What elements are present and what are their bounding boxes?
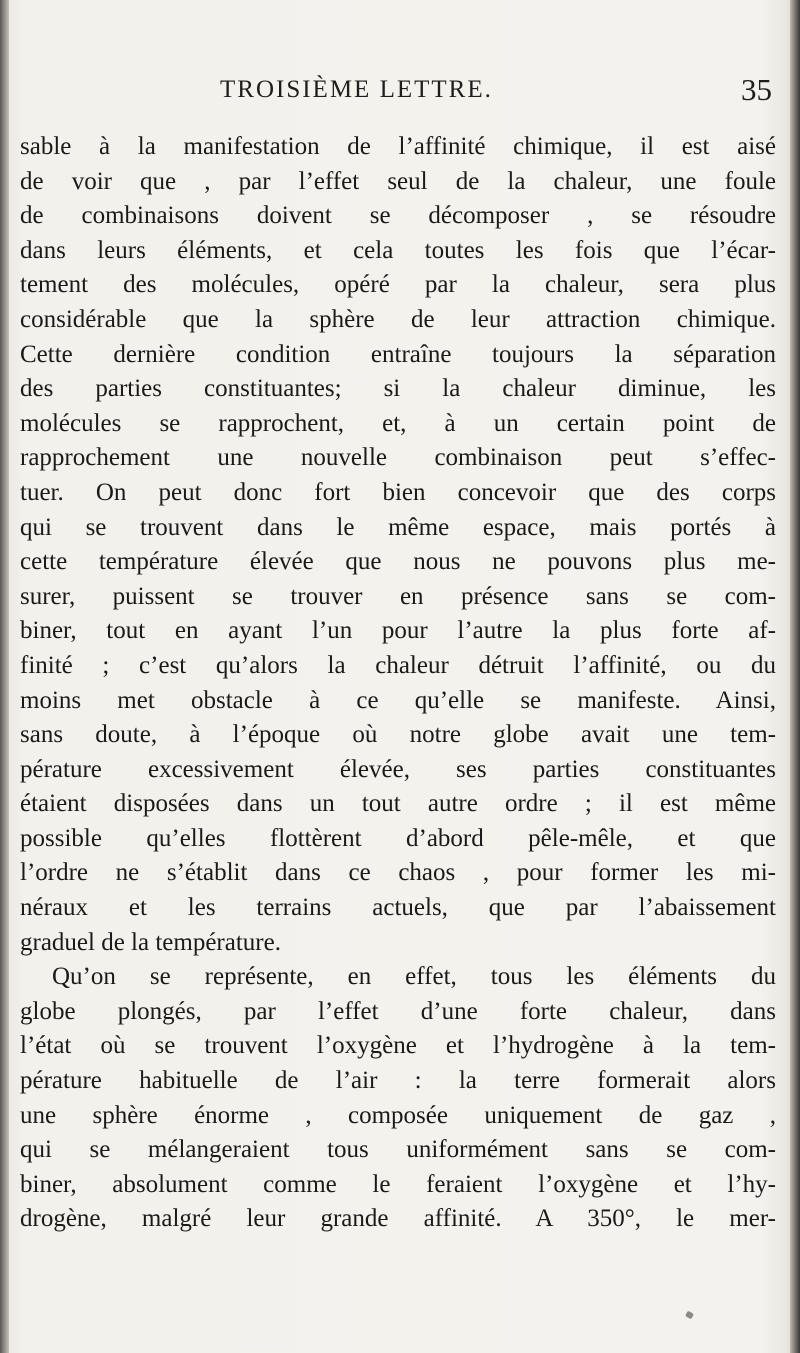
text-line: pérature excessivement élevée, ses parties constituantes bbox=[20, 755, 776, 783]
text-line: tement des molécules, opéré par la chaleur, sera plus bbox=[20, 271, 776, 299]
text-line: rapprochement une nouvelle combinaison peut s’effec- bbox=[20, 444, 776, 472]
text-line: des parties constituantes; si la chaleur diminue, les bbox=[20, 375, 776, 403]
text-line: une sphère énorme , composée uniquement de gaz , bbox=[20, 1101, 776, 1129]
text-line: tuer. On peut donc fort bien concevoir que des corps bbox=[20, 478, 776, 506]
text-line: sable à la manifestation de l’affinité chimique, il est aisé bbox=[20, 133, 776, 160]
text-line: pérature habituelle de l’air : la terre formerait alors bbox=[20, 1067, 776, 1095]
text-line: de combinaisons doivent se décomposer , se résoudre bbox=[20, 202, 776, 230]
page-edge-shadow-right bbox=[790, 0, 800, 1353]
text-line: néraux et les terrains actuels, que par l’abaissement bbox=[20, 894, 776, 922]
text-line: sans doute, à l’époque où notre globe avait une tem- bbox=[20, 721, 776, 749]
body-text bbox=[20, 130, 776, 1237]
text-line-paragraph-end: graduel de la température. bbox=[20, 928, 281, 956]
text-line-paragraph-start: Qu’on se représente, en effet, tous les éléments du bbox=[52, 963, 776, 991]
text-line: globe plongés, par l’effet d’une forte chaleur, dans bbox=[20, 997, 776, 1025]
text-line: cette température élevée que nous ne pouvons plus me- bbox=[20, 548, 776, 576]
text-line: surer, puissent se trouver en présence sans se com- bbox=[20, 582, 776, 610]
ink-speck bbox=[685, 1311, 694, 1320]
text-line: considérable que la sphère de leur attraction chimique. bbox=[20, 305, 776, 333]
running-title: TROISIÈME LETTRE. bbox=[220, 76, 493, 103]
text-line: qui se trouvent dans le même espace, mais portés à bbox=[20, 513, 776, 541]
text-line: moins met obstacle à ce qu’elle se manifeste. Ainsi, bbox=[20, 686, 776, 714]
text-line: qui se mélangeraient tous uniformément sans se com- bbox=[20, 1136, 776, 1164]
text-line: finité ; c’est qu’alors la chaleur détruit l’affinité, ou du bbox=[20, 651, 776, 679]
text-line: possible qu’elles flottèrent d’abord pêle-mêle, et que bbox=[20, 824, 776, 852]
text-line: l’ordre ne s’établit dans ce chaos , pour former les mi- bbox=[20, 859, 776, 887]
text-line: biner, absolument comme le feraient l’oxygène et l’hy- bbox=[20, 1170, 776, 1198]
text-line: étaient disposées dans un tout autre ordre ; il est même bbox=[20, 790, 776, 818]
text-line: l’état où se trouvent l’oxygène et l’hydrogène à la tem- bbox=[20, 1032, 776, 1060]
page-number: 35 bbox=[741, 72, 772, 107]
page-binding-shadow-left bbox=[0, 0, 9, 1353]
page-header bbox=[20, 72, 778, 116]
text-line: de voir que , par l’effet seul de la chaleur, une foule bbox=[20, 167, 776, 195]
text-line: biner, tout en ayant l’un pour l’autre la plus forte af- bbox=[20, 617, 776, 645]
text-line: dans leurs éléments, et cela toutes les fois que l’écar- bbox=[20, 236, 776, 264]
text-line: molécules se rapprochent, et, à un certain point de bbox=[20, 409, 776, 437]
text-line: Cette dernière condition entraîne toujours la séparation bbox=[20, 340, 776, 368]
text-line: drogène, malgré leur grande affinité. A 350°, le mer- bbox=[20, 1205, 776, 1233]
